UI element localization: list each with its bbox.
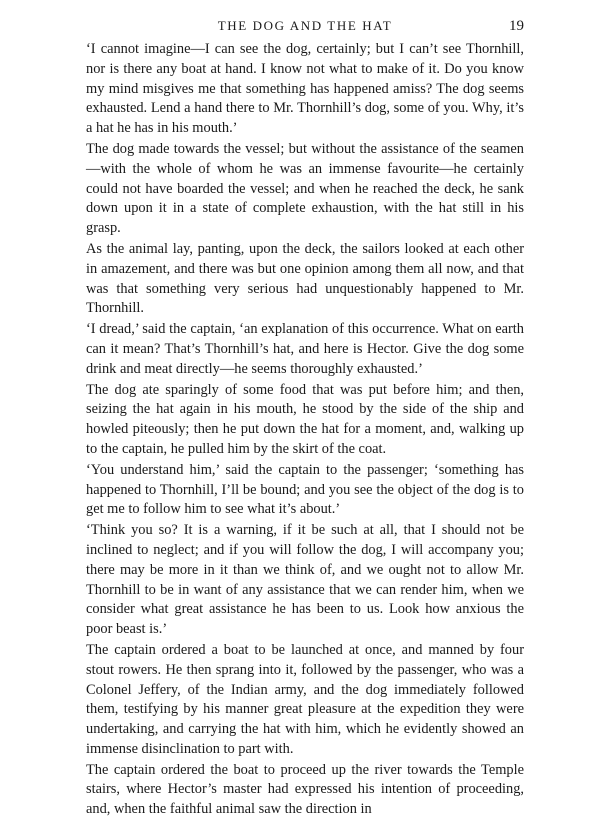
- paragraph: ‘Think you so? It is a warning, if it be such at all, that I should not be inclined to neglect; and if you will follow the dog, I will accompany you; there may be more in it than we think of, and we ought not to allow Mr. Thornhill to be in want of any assistance that we can render him, when we consider what great assistance he has been to us. Look how anxious the poor beast is.’: [86, 522, 524, 638]
- paragraph: ‘I cannot imagine—I can see the dog, certainly; but I can’t see Thornhill, nor is there any boat at hand. I know not what to make of it. Do you know my mind misgives me that something has happened amiss? The dog seems exhausted. Lend a hand there to Mr. Thornhill’s dog, some of you. Why, it’s a hat he has in his mouth.’: [86, 41, 524, 137]
- page-number: 19: [509, 18, 524, 34]
- running-head: [86, 14, 524, 38]
- paragraph: ‘You understand him,’ said the captain to the passenger; ‘something has happened to Thornhill, I’ll be bound; and you see the object of the dog is to get me to follow him to see what it’s about.’: [86, 461, 524, 518]
- body-text: [86, 40, 524, 821]
- paragraph: The dog made towards the vessel; but without the assistance of the seamen—with the whole of whom he was an immense favourite—he certainly could not have boarded the vessel; and when he reached the deck, he sank down upon it in a state of complete exhaustion, with the hat still in his grasp.: [86, 140, 524, 237]
- paragraph: The captain ordered a boat to be launched at once, and manned by four stout rowers. He then sprang into it, followed by the passenger, who was a Colonel Jeffery, of the Indian army, and the dog immediately followed them, testifying by his manner great pleasure at the expedition they were undertaking, and carrying the hat with him, which he evidently showed an immense disinclination to part with.: [86, 641, 524, 757]
- paragraph: As the animal lay, panting, upon the deck, the sailors looked at each other in amazement, and there was but one opinion among them all now, and that was that something very serious had unquestionably happened to Mr. Thornhill.: [86, 240, 524, 317]
- chapter-title: THE DOG AND THE HAT: [217, 18, 393, 33]
- paragraph: The dog ate sparingly of some food that was put before him; and then, seizing the hat again in his mouth, he stood by the side of the ship and howled piteously; then he put down the hat for a moment, and, walking up to the captain, he pulled him by the skirt of the coat.: [86, 381, 524, 457]
- paragraph: The captain ordered the boat to proceed up the river towards the Temple stairs, where Hector’s master had expressed his intention of proceeding, and, when the faithful animal saw the direction in: [86, 761, 524, 818]
- paragraph: ‘I dread,’ said the captain, ‘an explanation of this occurrence. What on earth can it mean? That’s Thornhill’s hat, and here is Hector. Give the dog some drink and meat directly—he seems thoroughly exhausted.’: [86, 321, 524, 377]
